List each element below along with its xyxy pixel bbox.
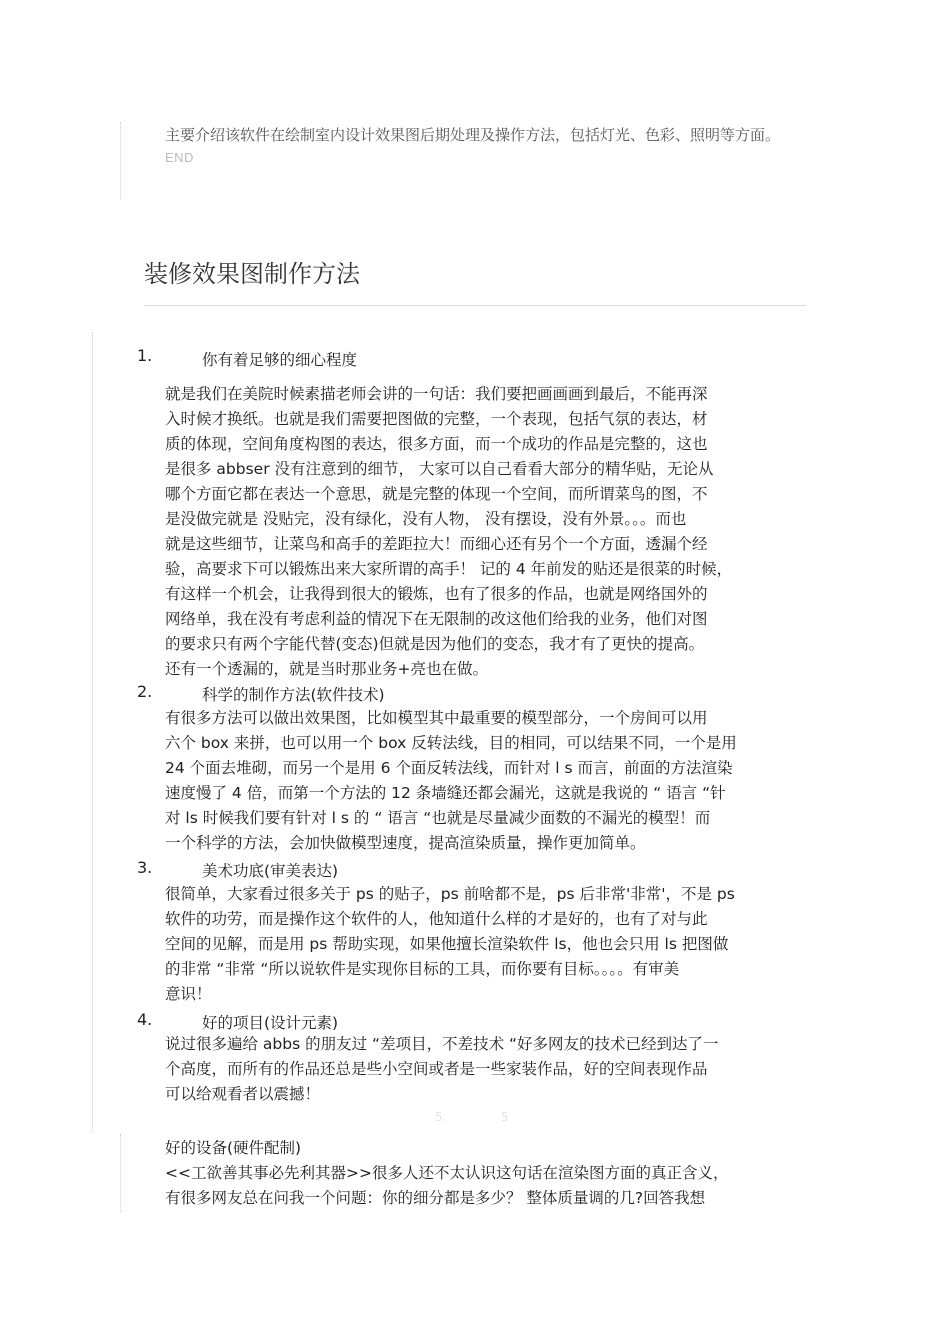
text-line: 软件的功劳，而是操作这个软件的人，他知道什么样的才是好的，也有了对与此 <box>165 910 708 928</box>
item-heading: 好的设备(硬件配制) <box>165 1139 302 1157</box>
list-item-5 <box>120 1134 821 1212</box>
text-line: 的要求只有两个字能代替(变态)但就是因为他们的变态，我才有了更快的提高。 <box>165 635 705 653</box>
text-line: 网络单，我在没有考虑利益的情况下在无限制的改这他们给我的业务，他们对图 <box>165 610 708 628</box>
text-line: 速度慢了 4 倍，而第一个方法的 12 条墙缝还都会漏光，这就是我说的 “ 语言 “针 <box>165 784 726 802</box>
text-line: 就是我们在美院时候素描老师会讲的一句话：我们要把画画画到最后，不能再深 <box>165 385 708 403</box>
end-label: END <box>165 150 194 165</box>
item-heading: 美术功底(审美表达) <box>202 862 339 880</box>
text-line: 有很多方法可以做出效果图，比如模型其中最重要的模型部分，一个房间可以用 <box>165 709 708 727</box>
item-heading: 好的项目(设计元素) <box>202 1014 339 1032</box>
item-paragraph <box>165 706 777 856</box>
item-paragraph <box>165 882 777 1007</box>
text-line: 意识！ <box>165 985 212 1003</box>
text-line: 可以给观看者以震撼！ <box>165 1085 321 1103</box>
text-line: 还有一个透漏的，就是当时那业务+亮也在做。 <box>165 660 488 678</box>
item-paragraph <box>165 382 777 682</box>
text-line: 是很多 abbser 没有注意到的细节， 大家可以自己看看大部分的精华贴，无论从 <box>165 460 714 478</box>
item-number: 4. <box>137 1010 153 1029</box>
faint-number: 5 <box>501 1110 509 1124</box>
text-line: 很简单，大家看过很多关于 ps 的贴子，ps 前啥都不是，ps 后非常'非常'，不是 ps <box>165 885 735 903</box>
text-line: 有很多网友总在问我一个问题：你的细分都是多少？ 整体质量调的几?回答我想 <box>165 1189 706 1207</box>
article-body <box>92 332 813 1132</box>
text-line: <<工欲善其事必先利其器>>很多人还不太认识这句话在渲染图方面的真正含义， <box>165 1164 729 1182</box>
text-line: 验，高要求下可以锻炼出来大家所谓的高手！ 记的 4 年前发的贴还是很菜的时候， <box>165 560 733 578</box>
item-number: 2. <box>137 682 153 701</box>
faint-number: 5. <box>435 1110 447 1124</box>
text-line: 的非常 “非常 “所以说软件是实现你目标的工具，而你要有目标。。。。有审美 <box>165 960 680 978</box>
text-line: 入时候才换纸。也就是我们需要把图做的完整，一个表现，包括气氛的表达，材 <box>165 410 708 428</box>
text-line: 个高度，而所有的作品还总是些小空间或者是一些家装作品，好的空间表现作品 <box>165 1060 708 1078</box>
item-paragraph <box>165 1032 777 1107</box>
page-title: 装修效果图制作方法 <box>144 260 360 288</box>
text-line: 哪个方面它都在表达一个意思，就是完整的体现一个空间，而所谓菜鸟的图，不 <box>165 485 708 503</box>
text-line: 六个 box 来拼，也可以用一个 box 反转法线，目的相同，可以结果不同，一个是用 <box>165 734 737 752</box>
text-line: 质的体现，空间角度构图的表达，很多方面，而一个成功的作品是完整的，这也 <box>165 435 708 453</box>
text-line: 一个科学的方法，会加快做模型速度，提高渲染质量，操作更加简单。 <box>165 834 646 852</box>
text-line: 有这样一个机会，让我得到很大的锻炼，也有了很多的作品，也就是网络国外的 <box>165 585 708 603</box>
text-line: 就是这些细节，让菜鸟和高手的差距拉大！而细心还有另个一个方面，透漏个经 <box>165 535 708 553</box>
text-line: 说过很多遍给 abbs 的朋友过 “差项目，不差技术 “好多网友的技术已经到达了一 <box>165 1035 719 1053</box>
item-heading: 你有着足够的细心程度 <box>202 351 358 369</box>
text-line: 空间的见解，而是用 ps 帮助实现，如果他擅长渲染软件 ls，他也会只用 ls 把图做 <box>165 935 729 953</box>
item-number: 1. <box>137 346 153 365</box>
item-paragraph <box>165 1136 777 1211</box>
intro-block <box>120 122 865 200</box>
item-number: 3. <box>137 858 153 877</box>
intro-text: 主要介绍该软件在绘制室内设计效果图后期处理及操作方法，包括灯光、色彩、照明等方面。 <box>165 126 781 144</box>
text-line: 对 ls 时候我们要有针对 l s 的 “ 语言 “也就是尽量减少面数的不漏光的模型！而 <box>165 809 711 827</box>
text-line: 24 个面去堆砌，而另一个是用 6 个面反转法线，而针对 l s 而言，前面的方法渲染 <box>165 759 733 777</box>
text-line: 是没做完就是 没贴完，没有绿化，没有人物， 没有摆设，没有外景。。。而也 <box>165 510 687 528</box>
item-heading: 科学的制作方法(软件技术) <box>202 686 385 704</box>
title-divider <box>144 305 806 306</box>
